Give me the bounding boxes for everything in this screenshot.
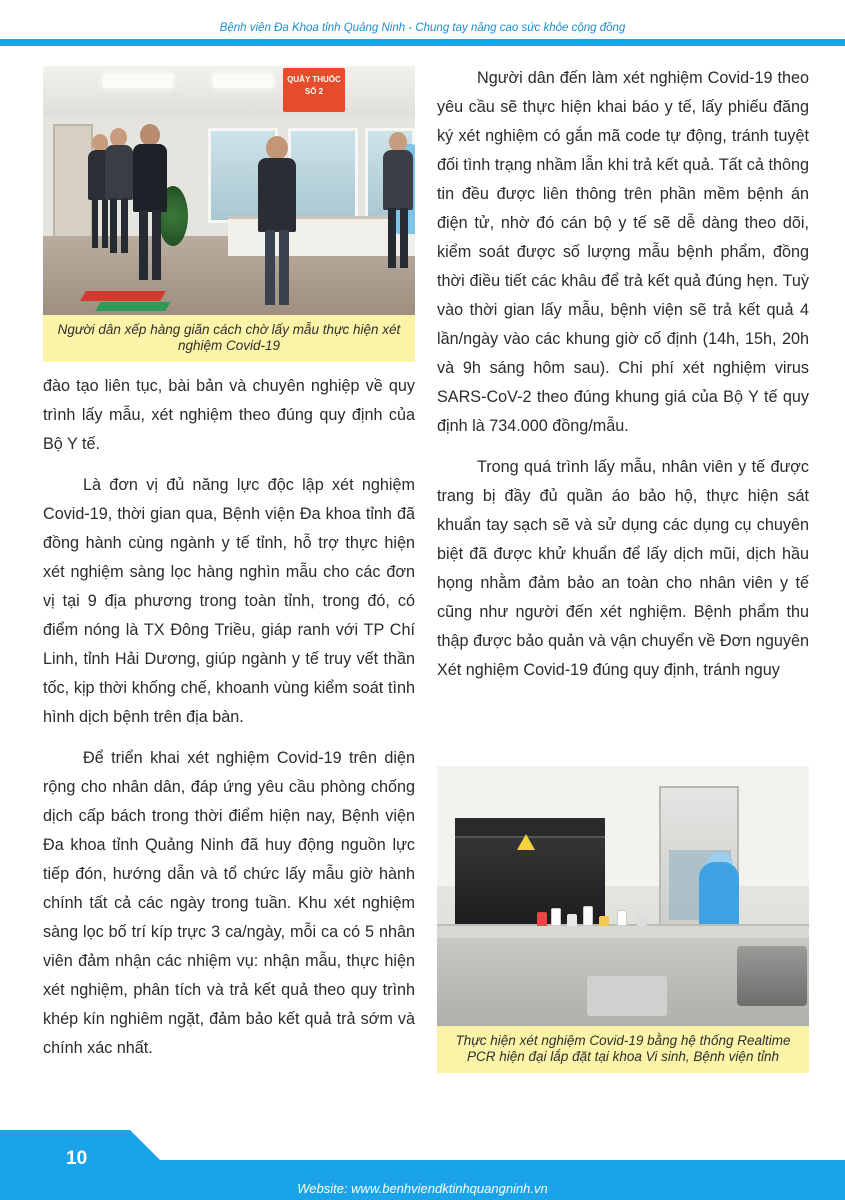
photo-window: [288, 128, 358, 223]
photo-lab-bench: [437, 924, 809, 938]
paragraph: đào tạo liên tục, bài bản và chuyên nghiệp về quy trình lấy mẫu, xét nghiệm theo đúng quy định của Bộ Y tế.: [43, 377, 415, 453]
header-title: Bệnh viện Đa Khoa tỉnh Quảng Ninh - Chung tay nâng cao sức khỏe cộng đồng: [219, 22, 626, 34]
floor-marking-green: [95, 302, 170, 311]
page-number: 10: [66, 1148, 88, 1169]
figure-caption: Người dân xếp hàng giãn cách chờ lấy mẫu thực hiện xét nghiệm Covid-19: [43, 315, 415, 362]
page-footer: [0, 1130, 845, 1200]
ceiling-light: [213, 74, 273, 88]
figure-caption: Thực hiện xét nghiệm Covid-19 bằng hệ thống Realtime PCR hiện đại lắp đặt tại khoa Vi sinh, Bệnh viện tỉnh: [437, 1026, 809, 1073]
figure-queue: [43, 66, 415, 362]
paragraph: Trong quá trình lấy mẫu, nhân viên y tế được trang bị đầy đủ quần áo bảo hộ, thực hiện sát khuẩn tay sạch sẽ và sử dụng các dụng cụ chuyên biệt đã được khử khuẩn để lấy dịch mũi, dịch hầu họng nhằm đảm bảo an toàn cho nhân viên y tế cũng như người đến xét nghiệm. Bệnh phẩm thu thập được bảo quản và vận chuyển về Đơn nguyên Xét nghiệm Covid-19 đúng quy định, tránh nguy: [437, 458, 809, 679]
photo-waiting-area: [43, 66, 415, 315]
paragraph: Để triển khai xét nghiệm Covid-19 trên diện rộng cho nhân dân, đáp ứng yêu cầu phòng chống dịch cấp bách trong thời điểm hiện nay, Bệnh viện Đa khoa tỉnh Quảng Ninh đã huy động nguồn lực tiếp đón, hướng dẫn và tổ chức lấy mẫu giờ hành chính tất cả các ngày trong tuần. Khu xét nghiệm sàng lọc bố trí kíp trực 3 ca/ngày, mỗi ca có 5 nhân viên đảm nhận các nhiệm vụ: nhận mẫu, thực hiện xét nghiệm, phân tích và trả kết quả theo quy trình khép kín nghiêm ngặt, đảm bảo kết quả trả sớm và chính xác nhất.: [43, 749, 415, 1057]
photo-pcr-lab: [437, 766, 809, 1026]
paragraph: Là đơn vị đủ năng lực độc lập xét nghiệm Covid-19, thời gian qua, Bệnh viện Đa khoa tỉnh đã đồng hành cùng ngành y tế tỉnh, hỗ trợ thực hiện xét nghiệm sàng lọc hàng nghìn mẫu cho các đơn vị tại 9 địa phương trong toàn tỉnh, trong đó, có điểm nóng là TX Đông Triều, giáp ranh với TP Chí Linh, tỉnh Hải Dương, giúp ngành y tế truy vết thần tốc, kịp thời khống chế, khoanh vùng kiểm soát tình hình dịch bệnh trên địa bàn.: [43, 476, 415, 726]
photo-sample-rack: [587, 976, 667, 1016]
floor-marking-red: [80, 291, 166, 301]
photo-counter: [228, 216, 415, 256]
right-column: [437, 64, 809, 1064]
page-header: [0, 0, 845, 46]
paragraph: Người dân đến làm xét nghiệm Covid-19 theo yêu cầu sẽ thực hiện khai báo y tế, lấy phiếu đăng ký xét nghiệm có gắn mã code tự động, tránh tuyệt đối tình trạng nhầm lẫn khi trả kết quả. Tất cả thông tin đều được liên thông trên phần mềm bệnh án điện tử, nhờ đó cán bộ y tế sẽ dễ dàng theo dõi, kiểm soát được số lượng mẫu bệnh phẩm, đồng thời điều tiết các khâu để trả kết quả đúng hẹn. Tuỳ vào thời gian lấy mẫu, bệnh viện sẽ trả kết quả 4 lần/ngày vào các khung giờ cố định (14h, 15h, 20h và 9h sáng hôm sau). Chi phí xét nghiệm virus SARS-CoV-2 theo đúng khung giá của Bộ Y tế quy định là 734.000 đồng/mẫu.: [437, 69, 809, 435]
photo-centrifuge: [737, 946, 807, 1006]
photo-door: [53, 124, 93, 254]
figure-lab: [437, 766, 809, 1073]
counter-sign: QUẦY THUỐC SỐ 2: [283, 68, 345, 112]
header-bar: [0, 39, 845, 46]
left-column: [43, 66, 415, 1075]
photo-lab-items: [537, 906, 687, 926]
ceiling-light: [103, 74, 173, 88]
footer-website: Website: www.benhviendktinhquangninh.vn: [297, 1181, 548, 1196]
